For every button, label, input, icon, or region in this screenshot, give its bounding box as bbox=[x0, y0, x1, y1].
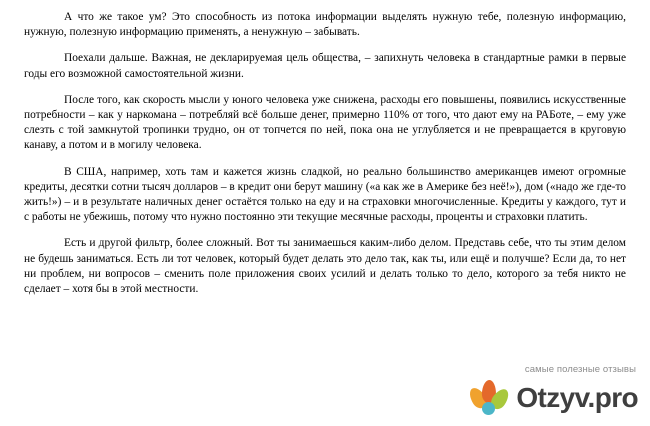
watermark-caption: самые полезные отзывы bbox=[524, 364, 636, 375]
paragraph: В США, например, хоть там и кажется жизнь сладкой, но реально большинство американцев имеют огромные кредиты, десятки сотни тысяч долларов – в кредит они берут машину («а как же в Америке без неё!»), дом («надо же где-то жить!») – и в результате наличных денег остаётся только на еду и на страховки многочисленные. Кредиты у каждого, тут и с работы не убежишь, потому что нужно постоянно эти текущие месячные расходы, проценты и страховки платить. bbox=[24, 165, 626, 224]
logo-wordmark bbox=[516, 384, 638, 412]
logo-suffix: pro bbox=[594, 382, 638, 413]
logo-separator: . bbox=[587, 382, 595, 413]
site-logo bbox=[469, 378, 638, 418]
logo-name: Otzyv bbox=[516, 382, 588, 413]
paragraph: А что же такое ум? Это способность из потока информации выделять нужную тебе, полезную информацию, нужную, полезную информацию применять, а ненужную – забывать. bbox=[24, 11, 626, 39]
paragraph: Поехали дальше. Важная, не декларируемая цель общества, – запихнуть человека в стандартные рамки в первые годы его возможной самостоятельной жизни. bbox=[24, 52, 626, 80]
paragraph: После того, как скорость мысли у юного человека уже снижена, расходы его повышены, появились искусственные потребности – как у наркомана – потребляй всё больше денег, примерно 110% от того, что дают ему на РАБоте, – ему уже слезть с той замкнутой тропинки трудно, он от топчется по ней, пока она не углубляется и не превращается в круговую канаву, а потом и в могилу человека. bbox=[24, 93, 626, 152]
watermark bbox=[382, 364, 644, 422]
leaf-petals-icon bbox=[469, 378, 509, 418]
document-text-body bbox=[24, 10, 626, 297]
paragraph: Есть и другой фильтр, более сложный. Вот ты занимаешься каким-либо делом. Представь себе, что ты этим делом не будешь заниматься. Есть ли тот человек, который будет делать это дело так, как ты, или ещё и получше? Если да, то нет ни проблем, ни вопросов – сменить поле приложения своих усилий и делать только то дело, которого за тебя никто не сделает – хотя бы в этой местности. bbox=[24, 237, 626, 296]
